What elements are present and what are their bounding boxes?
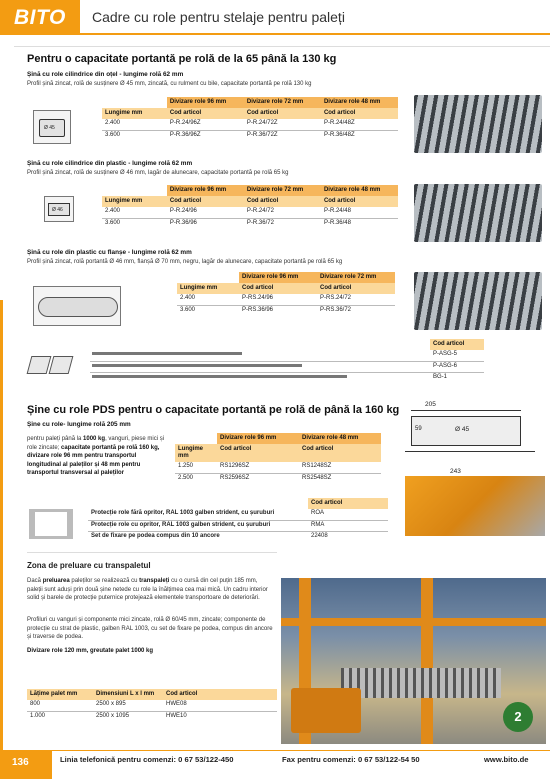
table-cell: P-R.36/96Z	[169, 131, 201, 138]
transpallet-table	[27, 689, 277, 722]
pds-heading: Șine cu role- lungime rolă 205 mm	[27, 421, 131, 428]
table-cell: RS2548SZ	[302, 474, 332, 481]
table-cell: P-RS.36/72	[320, 306, 352, 313]
plastic-desc: Profil șină zincat, rolă de susținere Ø 46 mm, lagăr de alunecare, capacitate portantă pe rolă 65 kg	[27, 170, 289, 176]
flange-roller-photo	[414, 272, 542, 330]
table-row	[27, 700, 277, 711]
section3-paragraph1: Dacă preluarea paleților se realizează cu transpaleți cu o cursă din cel puțin 185 mm, paleții sunt aduși prin două șine netede cu role la înălțimea cea mai mică. Un cadru interior solid și barele de protecție puternice protejează elementele transportoare de deteriorări.	[27, 578, 268, 602]
table-cell: P-RS.24/72	[317, 294, 395, 305]
table-cell: P-ASG-5	[430, 350, 484, 361]
table-row	[175, 462, 381, 473]
col-header: Cod articol	[323, 198, 356, 204]
flange-table	[177, 272, 395, 316]
table-cell: P-RS.36/96	[242, 306, 274, 313]
flange-heading: Șină cu role din plastic cu flanșe - lungime rolă 62 mm	[27, 249, 192, 256]
col-header: Cod articol	[242, 285, 274, 291]
left-accent-bar	[0, 300, 3, 750]
col-group: Divizare role 96 mm	[239, 272, 317, 283]
col-header: Cod articol	[169, 110, 202, 116]
section2-title: Șine cu role PDS pentru o capacitate portantă pe rolă de până la 160 kg	[27, 404, 400, 416]
col-group: Divizare role 96 mm	[217, 433, 299, 444]
plastic-table	[102, 185, 398, 229]
section3-paragraph3: Divizare role 120 mm, greutate palet 1000 kg	[27, 648, 154, 654]
table-row	[90, 350, 484, 361]
header-divider	[80, 33, 550, 35]
plastic-heading: Șină cu role cilindrice din plastic - lungime rolă 62 mm	[27, 160, 193, 167]
pds-desc: pentru paleți până la 1000 kg, vanguri, piese mici și role zincate; capacitate portantă pe rolă 160 kg, divizare role 96 mm pentru transportul longitudinal al paleților și 48 mm pentru transportul transversal al paleților	[27, 436, 165, 477]
table-row	[88, 520, 388, 531]
col-group: Divizare role 72 mm	[317, 272, 395, 283]
section-divider	[27, 552, 277, 553]
table-row	[90, 372, 484, 383]
col-group: Divizare role 72 mm	[244, 97, 321, 108]
table-cell: P-R.36/48Z	[323, 131, 355, 138]
accessories-table	[90, 339, 484, 383]
flange-desc: Profil șină zincat, rolă portantă Ø 46 mm, flanșă Ø 70 mm, negru, lagăr de alunecare, capacitate portantă pe rolă 65 kg	[27, 259, 343, 265]
table-cell: P-R.24/72	[244, 207, 321, 218]
col-header: Cod articol	[323, 110, 356, 116]
col-group: Divizare role 48 mm	[321, 97, 398, 108]
table-cell: 800	[27, 700, 93, 711]
col-header: Lungime mm	[105, 198, 143, 204]
table-cell: P-R.36/72Z	[246, 131, 278, 138]
pds-table	[175, 433, 381, 484]
col-header: Cod articol	[169, 198, 202, 204]
table-row	[102, 119, 398, 130]
table-row	[175, 473, 381, 484]
col-group: Divizare role 48 mm	[321, 185, 398, 196]
table-cell: 2500 x 1095	[96, 712, 130, 719]
protection-frame-image	[25, 505, 83, 545]
steel-desc: Profil șină zincat, rolă de susținere Ø 45 mm, zincată, cu rulment cu bile, capacitate portantă pe rolă 130 kg	[27, 81, 312, 87]
table-cell: 1.250	[175, 462, 217, 473]
page-number: 136	[0, 751, 52, 779]
steel-roller-photo	[414, 95, 542, 153]
accessory-bracket-image	[25, 352, 75, 378]
col-group: Divizare role 72 mm	[244, 185, 321, 196]
table-cell: P-RS.24/96	[239, 294, 317, 305]
table-cell: HWE10	[166, 712, 187, 719]
col-group: Divizare role 96 mm	[167, 185, 244, 196]
table-cell: BG-1	[433, 373, 448, 380]
table-row	[27, 711, 277, 722]
steel-heading: Șină cu role cilindrice din oțel - lungime rolă 62 mm	[27, 71, 184, 78]
dim-dia-label: Ø 45	[455, 426, 470, 433]
table-cell: Protecție role fără opritor, RAL 1003 galben strident, cu șuruburi	[88, 509, 308, 520]
table-cell: 1.000	[30, 712, 46, 719]
table-cell: 2500 x 895	[93, 700, 163, 711]
table-row	[177, 294, 395, 305]
col-header: Lățime palet mm	[30, 691, 78, 697]
table-cell: P-R.24/96Z	[167, 119, 244, 130]
table-cell: ROA	[308, 509, 388, 520]
section3-title: Zona de preluare cu transpaletul	[27, 561, 151, 570]
table-cell: RS2596SZ	[220, 474, 250, 481]
roller-section-icon	[39, 119, 65, 137]
table-cell: RMA	[308, 520, 388, 531]
table-cell: P-ASG-6	[430, 361, 484, 372]
table-cell: P-R.36/72	[246, 219, 274, 226]
table-cell: Set de fixare pe podea compus din 10 ancore	[91, 532, 220, 539]
steel-profile-diagram	[33, 110, 71, 144]
footer-divider	[0, 750, 550, 751]
table-cell: 2.500	[178, 474, 194, 481]
col-header: Dimensiuni L x l mm	[96, 691, 155, 697]
table-cell: P-R.24/48Z	[321, 119, 398, 130]
roller-section-icon	[48, 203, 70, 216]
col-group: Divizare role 48 mm	[299, 433, 381, 444]
section-divider	[14, 46, 550, 47]
col-header: Cod articol	[246, 110, 279, 116]
plastic-diameter-label: Ø 46	[52, 207, 63, 213]
table-row	[102, 207, 398, 218]
footer-fax: Fax pentru comenzi: 0 67 53/122-54 50	[282, 755, 420, 764]
col-header: Cod articol	[320, 285, 352, 291]
table-cell: 2.400	[102, 207, 167, 218]
col-header: Cod articol	[430, 339, 484, 350]
warehouse-photo	[281, 578, 546, 744]
table-cell: 3.600	[105, 131, 121, 138]
footer-website[interactable]: www.bito.de	[484, 755, 529, 764]
col-header: Cod articol	[308, 498, 388, 509]
table-row	[102, 130, 398, 141]
table-cell: P-R.36/96	[169, 219, 197, 226]
col-header: Lungime mm	[180, 285, 218, 291]
col-header: Lungime mm	[178, 446, 203, 459]
dim-left-label: 59	[415, 426, 422, 432]
table-cell: P-R.24/72Z	[244, 119, 321, 130]
pds-dimension-drawing	[405, 398, 545, 460]
col-header: Cod articol	[302, 446, 334, 452]
flange-roller-icon	[38, 297, 118, 317]
table-row	[88, 509, 388, 520]
pds-roller-photo	[405, 476, 545, 536]
dim-top-label: 205	[425, 401, 436, 408]
plastic-roller-photo	[414, 184, 542, 242]
table-row	[90, 361, 484, 372]
table-cell: P-R.24/48	[321, 207, 398, 218]
table-cell: HWE08	[163, 700, 277, 711]
table-row	[88, 531, 388, 542]
table-cell: Protecție role cu opritor, RAL 1003 galben strident, cu șuruburi	[88, 520, 308, 531]
table-row	[102, 218, 398, 229]
table-cell: 2.400	[177, 294, 239, 305]
col-header: Cod articol	[220, 446, 252, 452]
table-cell: P-R.24/96	[167, 207, 244, 218]
steel-diameter-label: Ø 45	[44, 125, 55, 131]
protection-table	[88, 498, 388, 542]
footer-orders-phone: Linia telefonică pentru comenzi: 0 67 53/122-450	[60, 755, 234, 764]
table-cell: 3.600	[180, 306, 196, 313]
dim-bottom-label: 243	[450, 468, 461, 475]
steel-table	[102, 97, 398, 141]
col-header: Cod articol	[166, 691, 198, 697]
table-cell: RS1296SZ	[217, 462, 299, 473]
plastic-profile-diagram	[44, 196, 74, 222]
bito-logo: BITO	[0, 0, 80, 35]
table-row	[177, 305, 395, 316]
badge-icon: 2	[503, 702, 533, 732]
page-title: Cadre cu role pentru stelaje pentru paleți	[92, 9, 345, 25]
table-cell: 3.600	[105, 219, 121, 226]
col-header: Lungime mm	[105, 110, 143, 116]
col-header: Cod articol	[246, 198, 279, 204]
table-cell: 2.400	[102, 119, 167, 130]
table-cell: P-R.36/48	[323, 219, 351, 226]
flange-profile-diagram	[33, 286, 121, 326]
section1-title: Pentru o capacitate portantă pe rolă de la 65 până la 130 kg	[27, 53, 337, 65]
col-group: Divizare role 96 mm	[167, 97, 244, 108]
table-cell: 22408	[311, 532, 328, 539]
section3-paragraph2: Profiluri cu vanguri și componente mici zincate, rolă Ø 60/45 mm, zincate; componente de protecție cu strat de plastic, galben RAL 1003, cu set de fixare pe podea, compus din ancore și traverse de podea.	[27, 617, 273, 641]
table-cell: RS1248SZ	[299, 462, 381, 473]
